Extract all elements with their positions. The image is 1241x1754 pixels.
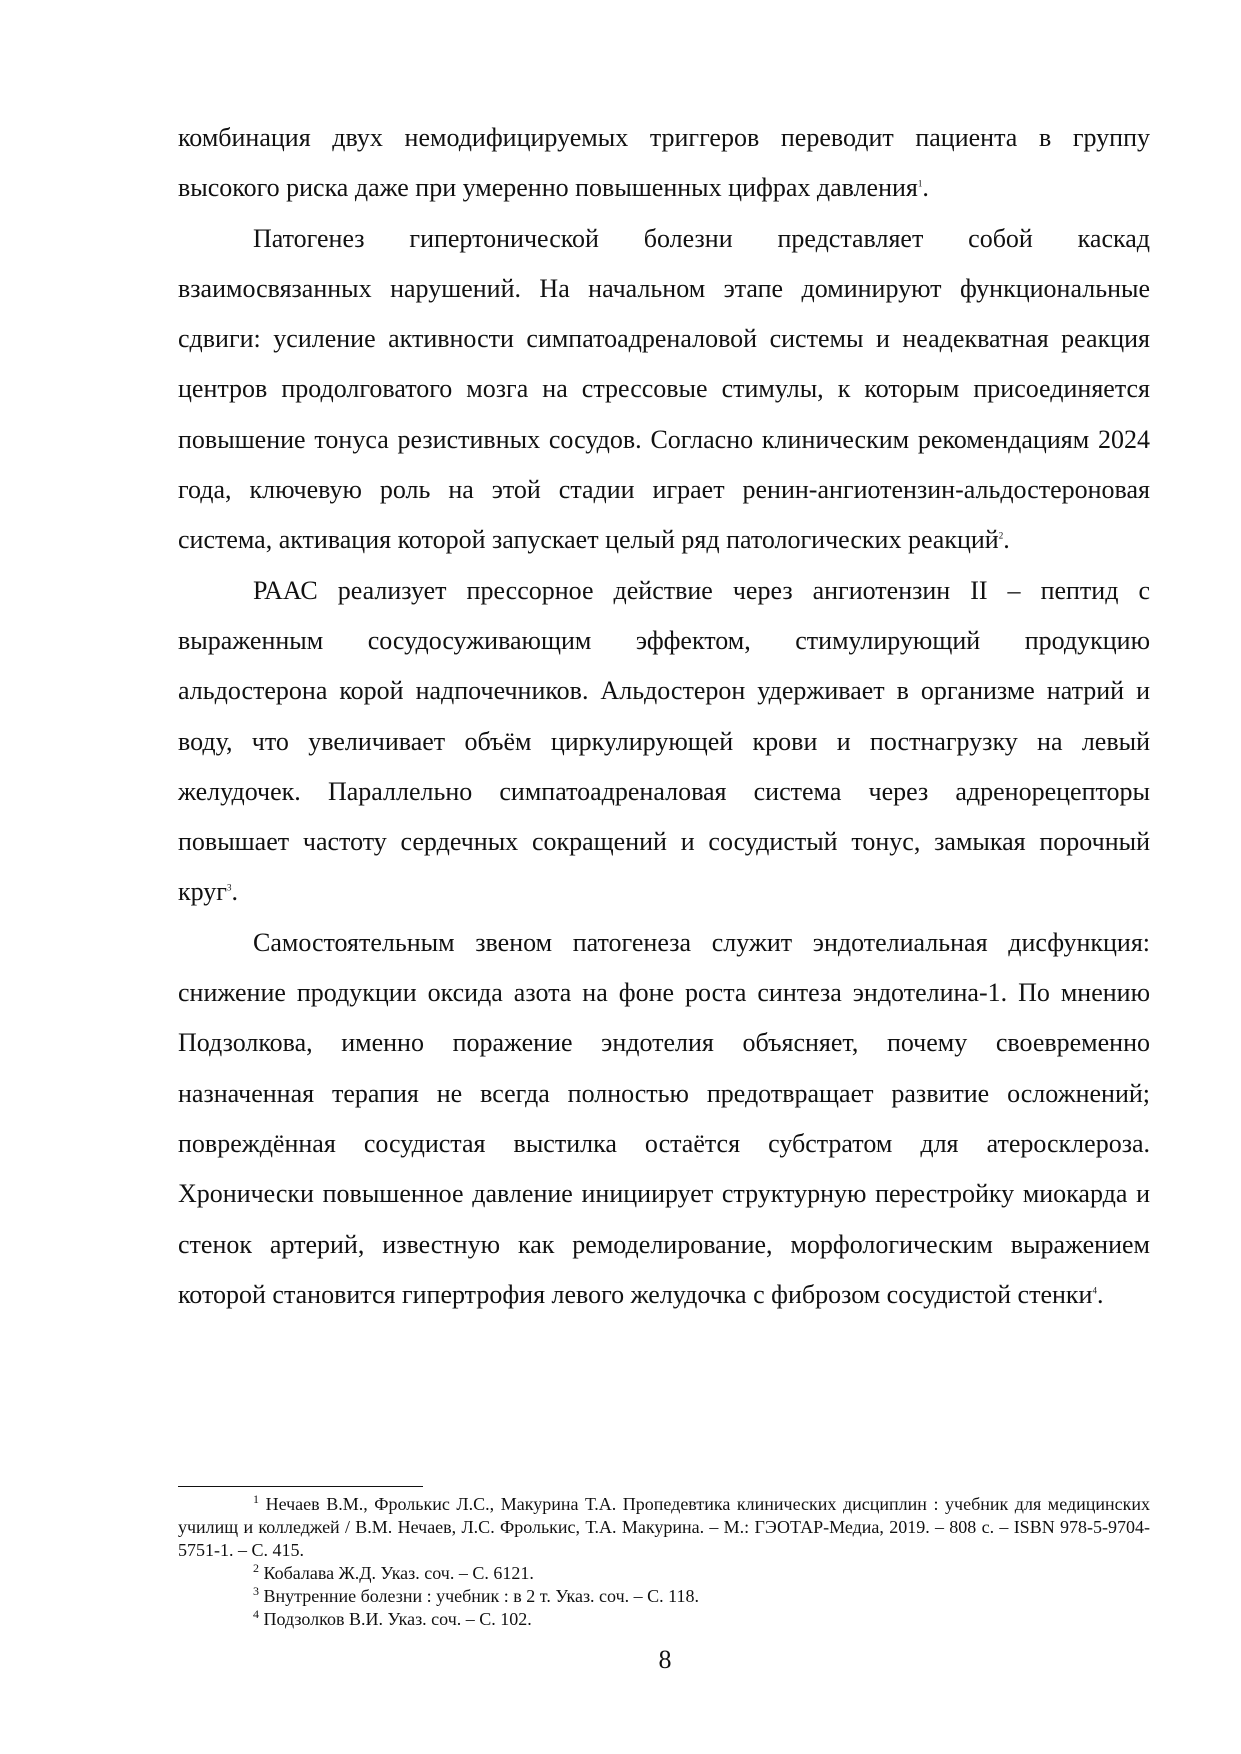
footnotes: [178, 1493, 1150, 1631]
footnote-number: 4: [253, 1607, 259, 1621]
footnote-separator: [178, 1486, 423, 1487]
footnote-reference-1[interactable]: 1: [917, 178, 923, 189]
footnote-reference-2[interactable]: 2: [998, 530, 1004, 541]
footnote-number: 1: [253, 1492, 259, 1506]
main-text: [178, 113, 1150, 1320]
paragraph-4: Самостоятельным звеном патогенеза служит эндотелиальная дисфункция: снижение продукции оксида азота на фоне роста синтеза эндотелина-1. По мнению Подзолкова, именно поражение эндотелия объясняет, почему своевременно назначенная терапия не всегда полностью предотвращает развитие осложнений; повреждённая сосудистая выстилка остаётся субстратом для атеросклероза. Хронически повышенное давление инициирует структурную перестройку миокарда и стенок артерий, известную как ремоделирование, морфологическим выражением которой становится гипертрофия левого желудочка с фиброзом сосудистой стенки$^4$.: [178, 927, 1150, 1309]
footnote-reference-4[interactable]: 4: [1092, 1285, 1097, 1296]
footnote-4: $^4$ Подзолков В.И. Указ. соч. – С. 102.: [253, 1607, 532, 1629]
paragraph-3: РААС реализует прессорное действие через ангиотензин II – пептид с выраженным сосудосуживающим эффектом, стимулирующий продукцию альдостерона корой надпочечников. Альдостерон удерживает в организме натрий и воду, что увеличивает объём циркулирующей крови и постнагрузку на левый желудочек. Параллельно симпатоадреналовая система через адренорецепторы повышает частоту сердечных сокращений и сосудистый тонус, замыкая порочный круг$^3$.: [178, 575, 1150, 907]
page-number: 8: [658, 1645, 672, 1674]
footnote-1: $^1$ Нечаев В.М., Фролькис Л.С., Макурина Т.А. Пропедевтика клинических дисциплин : учебник для медицинских училищ и колледжей / В.М. Нечаев, Л.С. Фролькис, Т.А. Макурина. – М.: ГЭОТАР-Медиа, 2019. – 808 с. – ISBN 978-5-9704-5751-1. – С. 415.: [178, 1492, 1150, 1560]
paragraph-2: Патогенез гипертонической болезни представляет собой каскад взаимосвязанных нарушений. На начальном этапе доминируют функциональные сдвиги: усиление активности симпатоадреналовой системы и неадекватная реакция центров продолговатого мозга на стрессовые стимулы, к которым присоединяется повышение тонуса резистивных сосудов. Согласно клиническим рекомендациям 2024 года, ключевую роль на этой стадии играет ренин-ангиотензин-альдостероновая система, активация которой запускает целый ряд патологических реакций$^2$.: [178, 223, 1150, 555]
footnote-3: $^3$ Внутренние болезни : учебник : в 2 т. Указ. соч. – С. 118.: [253, 1584, 699, 1606]
footnote-number: 2: [253, 1561, 259, 1575]
paragraph-1: комбинация двух немодифицируемых триггеров переводит пациента в группу высокого риска даже при умеренно повышенных цифрах давления$^1$.: [178, 123, 1150, 203]
footnote-2: $^2$ Кобалава Ж.Д. Указ. соч. – С. 6121.: [253, 1561, 534, 1583]
footnote-reference-3[interactable]: 3: [226, 882, 232, 893]
footnote-number: 3: [253, 1584, 259, 1598]
